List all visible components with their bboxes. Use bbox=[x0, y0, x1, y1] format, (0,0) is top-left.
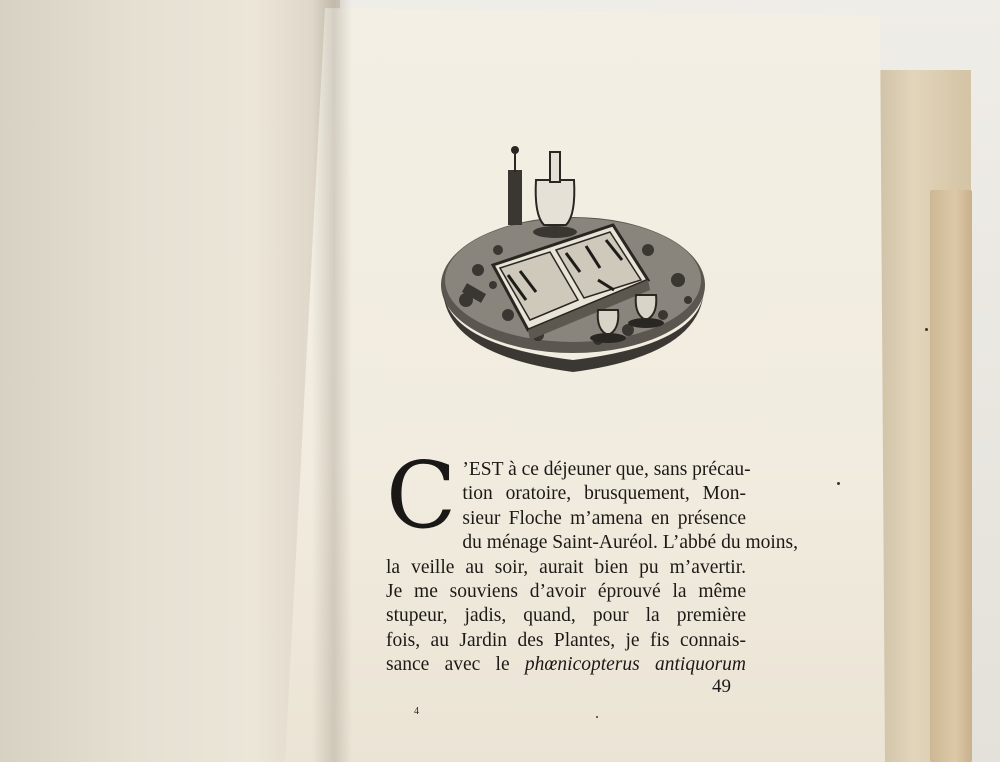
text-line: sieur Floche m’amena en présence bbox=[462, 507, 746, 529]
text-line: Je me souviens d’avoir éprouvé la même bbox=[386, 581, 746, 603]
drop-cap: C bbox=[386, 442, 457, 549]
italic-term: phœnicopterus antiquorum bbox=[524, 654, 746, 676]
backgammon-table-illustration bbox=[438, 140, 708, 385]
book-gutter bbox=[312, 0, 352, 762]
page-number: 49 bbox=[712, 676, 731, 697]
text-line: du ménage Saint-Auréol. L’abbé du moins, bbox=[462, 532, 798, 554]
paper-speck bbox=[837, 482, 840, 485]
text-line: fois, au Jardin des Plantes, je fis connais- bbox=[386, 629, 746, 651]
margin-mark: 4 bbox=[414, 706, 419, 717]
text-line: la veille au soir, aurait bien pu m’avertir. bbox=[386, 556, 746, 578]
page-stack-edge bbox=[930, 190, 972, 762]
text-line: ’EST à ce déjeuner que, sans précau- bbox=[462, 459, 751, 480]
text-line: tion oratoire, brusquement, Mon- bbox=[462, 483, 746, 505]
left-page bbox=[0, 0, 340, 762]
text-line: stupeur, jadis, quand, pour la première bbox=[386, 605, 746, 627]
paper-speck bbox=[596, 716, 598, 718]
text-line-last bbox=[386, 653, 746, 677]
text-line-last-roman: sance avec le bbox=[386, 654, 510, 676]
body-text bbox=[386, 442, 798, 678]
paper-speck bbox=[925, 328, 928, 331]
